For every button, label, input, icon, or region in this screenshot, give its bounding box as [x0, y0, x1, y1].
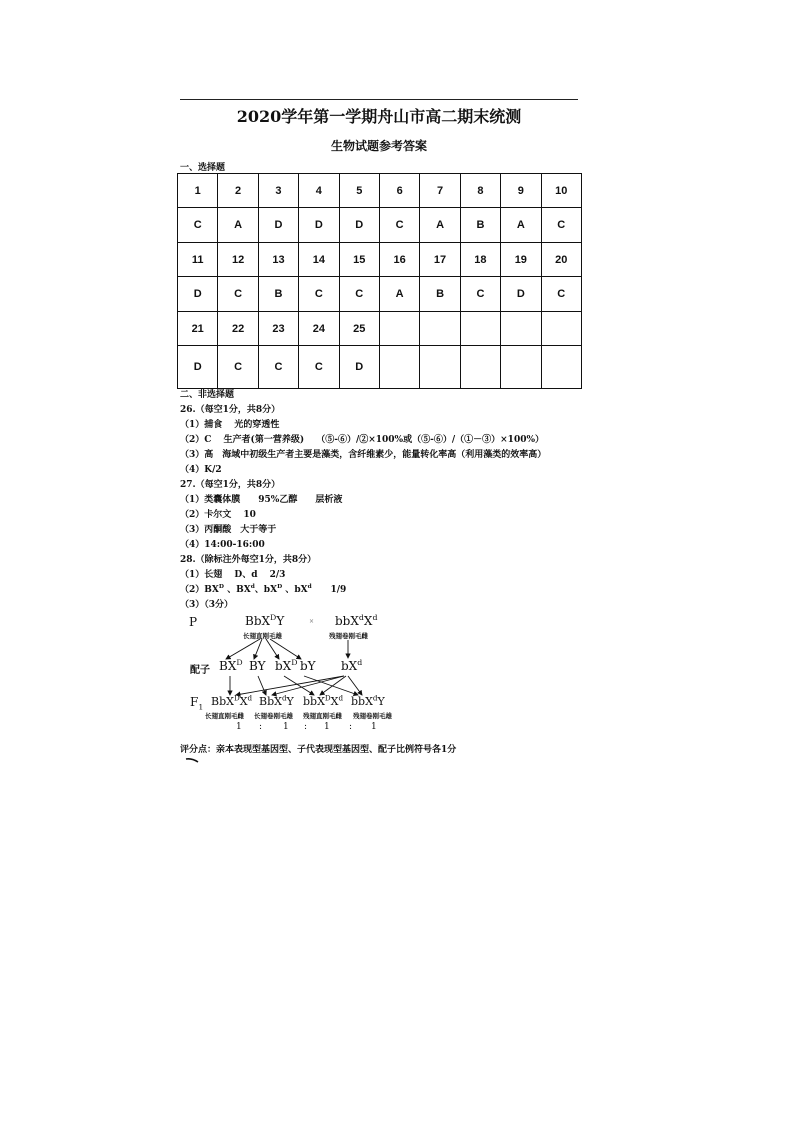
- q28-line-1: （1）长翅 D、d 2/3: [180, 570, 286, 580]
- answer-cell: C: [460, 277, 500, 312]
- gamete-bXD-diagram: $bX^D$: [275, 658, 298, 673]
- answer-cell: C: [299, 277, 339, 312]
- scoring-note: 评分点：亲本表现型基因型、子代表现型基因型、配子比例符号各1分: [180, 745, 457, 755]
- answer-cell: D: [258, 208, 298, 243]
- cross-symbol: ×: [309, 618, 315, 625]
- question-number-cell: [420, 312, 460, 346]
- q26-heading: 26.（每空1分，共8分）: [180, 405, 281, 415]
- parent-male-genotype: BbX$^D$Y: [245, 613, 285, 628]
- answer-row: [178, 277, 582, 312]
- answer-cell: C: [541, 208, 581, 243]
- question-number-cell: 18: [460, 243, 500, 277]
- gamete-bY-diagram: bY: [300, 659, 316, 673]
- answer-cell: D: [178, 346, 218, 389]
- answer-cell: D: [299, 208, 339, 243]
- answer-cell: C: [339, 277, 379, 312]
- answer-cell: [460, 346, 500, 389]
- q28-heading: 28.（除标注外每空1分，共8分）: [180, 555, 317, 565]
- question-number-cell: 5: [339, 174, 379, 208]
- question-number-cell: 3: [258, 174, 298, 208]
- question-number-cell: 24: [299, 312, 339, 346]
- question-number-row: [178, 174, 582, 208]
- answer-cell: B: [258, 277, 298, 312]
- ratio-1: 1: [236, 722, 242, 732]
- q27-line-2: （2）卡尔文 10: [180, 510, 256, 520]
- answer-cell: C: [379, 208, 419, 243]
- ratio-colon: :: [304, 722, 308, 732]
- q26-line-2: （2）C 生产者(第一营养级) （⑤-⑥）/②×100%或（⑤-⑥）/（①－③）×100%）: [180, 435, 545, 445]
- page-title: 2020学年第一学期舟山市高二期末统测: [236, 107, 522, 126]
- gamete-BXD: $BX^D$: [204, 584, 224, 595]
- answer-cell: C: [258, 346, 298, 389]
- answer-row: [178, 346, 582, 389]
- parent-male-phenotype: 长翅直刚毛雄: [243, 632, 282, 640]
- separator: 、: [285, 585, 295, 595]
- answer-cell: B: [420, 277, 460, 312]
- parent-female-phenotype: 残翅卷刚毛雌: [329, 632, 368, 640]
- question-number-cell: [541, 312, 581, 346]
- answer-cell: C: [541, 277, 581, 312]
- offspring-1-phenotype: 长翅直刚毛雌: [205, 712, 244, 720]
- q28-line-3: （3）（3分）: [180, 600, 234, 610]
- question-number-cell: 22: [218, 312, 258, 346]
- ratio-3: 1: [324, 722, 330, 732]
- question-number-row: [178, 243, 582, 277]
- answer-table: [177, 173, 582, 389]
- question-number-cell: 15: [339, 243, 379, 277]
- q28-line-2-prefix: （2）: [180, 585, 205, 595]
- section-nonchoice-heading: 二、非选择题: [180, 390, 235, 400]
- answer-cell: [379, 346, 419, 389]
- question-number-cell: 16: [379, 243, 419, 277]
- answer-cell: B: [460, 208, 500, 243]
- arrow-male-to-bY: [270, 639, 301, 659]
- gamete-bXd: $bX^d$: [294, 584, 312, 595]
- offspring-4-genotype: bbX$^d$Y: [351, 693, 385, 708]
- question-number-cell: 9: [501, 174, 541, 208]
- arrow-male-to-bXD: [266, 639, 279, 659]
- arrow-BY-to-o2: [258, 676, 266, 695]
- question-number-cell: 4: [299, 174, 339, 208]
- offspring-2-genotype: BbX$^d$Y: [259, 693, 294, 708]
- separator: 、: [254, 585, 264, 595]
- offspring-3-genotype: $bbX^DX^d$: [303, 693, 344, 708]
- gamete-bXD: $bX^D$: [263, 584, 283, 595]
- question-number-cell: 6: [379, 174, 419, 208]
- question-number-cell: 23: [258, 312, 298, 346]
- question-number-cell: [460, 312, 500, 346]
- q27-line-4: （4）14:00-16:00: [180, 540, 265, 550]
- f1-label: $F_1$: [190, 695, 204, 712]
- question-number-cell: 17: [420, 243, 460, 277]
- offspring-2-phenotype: 长翅卷刚毛雄: [254, 712, 293, 720]
- gamete-bXd-diagram: $bX^d$: [341, 658, 363, 673]
- section-choice-heading: 一、选择题: [180, 163, 226, 173]
- ratio-colon: :: [259, 722, 263, 732]
- answer-cell: D: [501, 277, 541, 312]
- parent-female-genotype: $bbX^dX^d$: [335, 613, 378, 628]
- parent-label: P: [189, 615, 198, 629]
- question-number-cell: 8: [460, 174, 500, 208]
- gamete-label: 配子: [190, 665, 210, 676]
- pen-mark: [185, 757, 199, 763]
- question-number-cell: [501, 312, 541, 346]
- answer-cell: [420, 346, 460, 389]
- offspring-3-phenotype: 残翅直刚毛雌: [303, 712, 342, 720]
- answer-cell: D: [339, 208, 379, 243]
- answer-cell: C: [218, 346, 258, 389]
- q27-heading: 27.（每空1分，共8分）: [180, 480, 281, 490]
- question-number-cell: 11: [178, 243, 218, 277]
- arrow-bXd-to-o1: [236, 676, 344, 695]
- answer-cell: C: [218, 277, 258, 312]
- ratio-2: 1: [283, 722, 289, 732]
- question-number-cell: 10: [541, 174, 581, 208]
- ratio-colon: :: [349, 722, 353, 732]
- answer-cell: A: [379, 277, 419, 312]
- q27-line-3: （3）丙酮酸 大于等于: [180, 525, 277, 535]
- question-number-cell: 1: [178, 174, 218, 208]
- gamete-BY-diagram: BY: [249, 659, 266, 673]
- answer-cell: A: [218, 208, 258, 243]
- separator: 、: [227, 585, 237, 595]
- answer-cell: C: [299, 346, 339, 389]
- question-number-cell: 19: [501, 243, 541, 277]
- gamete-BXD-diagram: $BX^D$: [219, 658, 243, 673]
- question-number-cell: 14: [299, 243, 339, 277]
- question-number-cell: 20: [541, 243, 581, 277]
- question-number-cell: 21: [178, 312, 218, 346]
- q26-line-4: （4）K/2: [180, 465, 222, 475]
- answer-cell: A: [501, 208, 541, 243]
- offspring-1-genotype: $BbX^DX^d$: [211, 693, 253, 708]
- q26-line-1: （1）捕食 光的穿透性: [180, 420, 280, 430]
- question-number-cell: 25: [339, 312, 379, 346]
- question-number-cell: [379, 312, 419, 346]
- answer-lines: [180, 403, 600, 613]
- answer-cell: C: [178, 208, 218, 243]
- header-rule: [180, 99, 578, 100]
- answer-cell: [501, 346, 541, 389]
- question-number-cell: 2: [218, 174, 258, 208]
- question-number-cell: 12: [218, 243, 258, 277]
- q28-line-2: [180, 583, 600, 598]
- page-subtitle: 生物试题参考答案: [330, 139, 427, 153]
- q26-line-3: （3）高 海域中初级生产者主要是藻类，含纤维素少，能量转化率高（利用藻类的效率高）: [180, 450, 547, 460]
- answer-cell: A: [420, 208, 460, 243]
- question-number-cell: 13: [258, 243, 298, 277]
- question-number-row: [178, 312, 582, 346]
- offspring-4-phenotype: 残翅卷刚毛雄: [353, 712, 392, 720]
- question-number-cell: 7: [420, 174, 460, 208]
- answer-cell: D: [339, 346, 379, 389]
- q27-line-1: （1）类囊体膜 95%乙醇 层析液: [180, 495, 343, 505]
- cross-arrows: [180, 600, 400, 710]
- answer-cell: [541, 346, 581, 389]
- gamete-BXd: $BX^d$: [236, 584, 255, 595]
- answer-row: [178, 208, 582, 243]
- ratio-4: 1: [371, 722, 377, 732]
- ratio-value: 1/9: [330, 585, 347, 595]
- answer-cell: D: [178, 277, 218, 312]
